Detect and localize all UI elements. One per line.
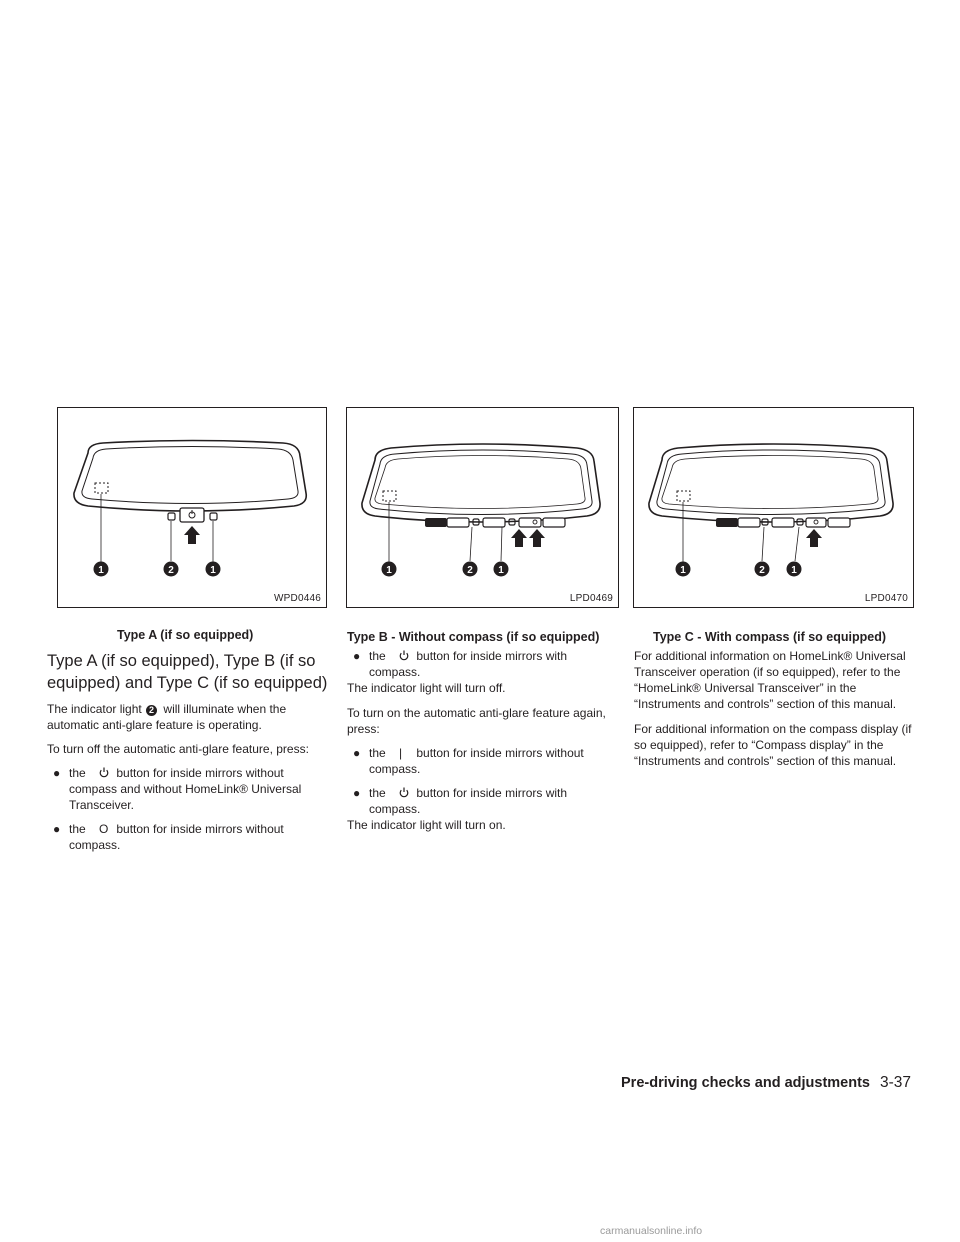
bullet-dot: ● xyxy=(53,766,61,780)
figure-caption-a: Type A (if so equipped) xyxy=(117,628,254,642)
bullet-the: the xyxy=(369,786,386,800)
mirror-type-c-illustration xyxy=(634,408,913,607)
mirror-type-a-illustration xyxy=(58,408,326,607)
bullet-item xyxy=(47,821,327,853)
page-footer xyxy=(621,1074,911,1092)
callout-1: 1 xyxy=(791,565,797,576)
callout-2: 2 xyxy=(759,565,765,576)
bullet-the: the xyxy=(369,746,386,760)
indicator-text-pre: The indicator light xyxy=(47,702,142,716)
turn-on-intro: To turn on the automatic anti-glare feature again, press: xyxy=(347,706,606,736)
right-column xyxy=(634,648,914,769)
callout-2: 2 xyxy=(467,565,473,576)
bullet-text: button for inside mirrors with compass. xyxy=(369,786,568,816)
callout-1: 1 xyxy=(98,565,104,576)
bullet-text: button for inside mirrors with compass. xyxy=(369,649,568,679)
figure-type-b xyxy=(346,407,619,608)
footer-section-title: Pre-driving checks and adjustments xyxy=(621,1075,870,1091)
figure-caption-b: Type B - Without compass (if so equipped) xyxy=(347,630,600,644)
indicator-text-post: will illuminate when the automatic anti-glare feature is operating. xyxy=(47,702,287,732)
bullet-the: the xyxy=(69,822,86,836)
mirror-type-b-illustration xyxy=(347,408,618,607)
bullet-item xyxy=(347,648,620,680)
watermark: carmanualsonline.info xyxy=(600,1225,703,1237)
bullet-dot: ● xyxy=(353,746,361,760)
callout-1: 1 xyxy=(498,565,504,576)
page-number: 3-37 xyxy=(880,1074,912,1091)
left-column xyxy=(47,701,327,853)
bullet-item xyxy=(347,785,620,817)
callout-2-inline: 2 xyxy=(146,705,157,716)
callout-1: 1 xyxy=(210,565,216,576)
bullet-dot: ● xyxy=(353,649,361,663)
figure-code: LPD0470 xyxy=(864,593,908,604)
bullet-the: the xyxy=(69,766,86,780)
middle-column xyxy=(347,648,620,833)
indicator-paragraph xyxy=(47,701,327,733)
callout-2: 2 xyxy=(168,565,174,576)
bullet-item xyxy=(47,765,327,813)
callout-1: 1 xyxy=(386,565,392,576)
callout-1: 1 xyxy=(680,565,686,576)
on-line: The indicator light will turn on. xyxy=(347,818,506,832)
figure-code: LPD0469 xyxy=(569,593,613,604)
off-symbol: O xyxy=(99,822,109,836)
bullet-dot: ● xyxy=(53,822,61,836)
on-symbol: | xyxy=(399,746,403,760)
bullet-dot: ● xyxy=(353,786,361,800)
bullet-item xyxy=(347,745,620,777)
compass-paragraph: For additional information on the compass display (if so equipped), refer to “Compass display” in the “Instruments and controls” section of this manual. xyxy=(634,722,912,768)
off-line: The indicator light will turn off. xyxy=(347,681,506,695)
section-heading: Type A (if so equipped), Type B (if so equipped) and Type C (if so equipped) xyxy=(47,652,328,692)
power-icon xyxy=(399,787,409,798)
power-icon xyxy=(99,767,109,778)
power-icon xyxy=(399,650,409,661)
figure-type-a xyxy=(57,407,327,608)
figure-caption-c: Type C - With compass (if so equipped) xyxy=(653,630,887,644)
turn-off-intro: To turn off the automatic anti-glare feature, press: xyxy=(47,742,309,756)
bullet-text: button for inside mirrors without compass. xyxy=(369,746,584,776)
figure-code: WPD0446 xyxy=(274,593,321,604)
bullet-the: the xyxy=(369,649,386,663)
bullet-text: button for inside mirrors without compass and without HomeLink® Universal Transceiver. xyxy=(69,766,302,812)
homelink-paragraph: For additional information on HomeLink® Universal Transceiver operation (if so equipped), refer to the “HomeLink® Universal Transceiver” in the “Instruments and controls” section of this manual. xyxy=(634,649,906,711)
bullet-text: button for inside mirrors without compass. xyxy=(69,822,284,852)
figure-type-c xyxy=(633,407,914,608)
